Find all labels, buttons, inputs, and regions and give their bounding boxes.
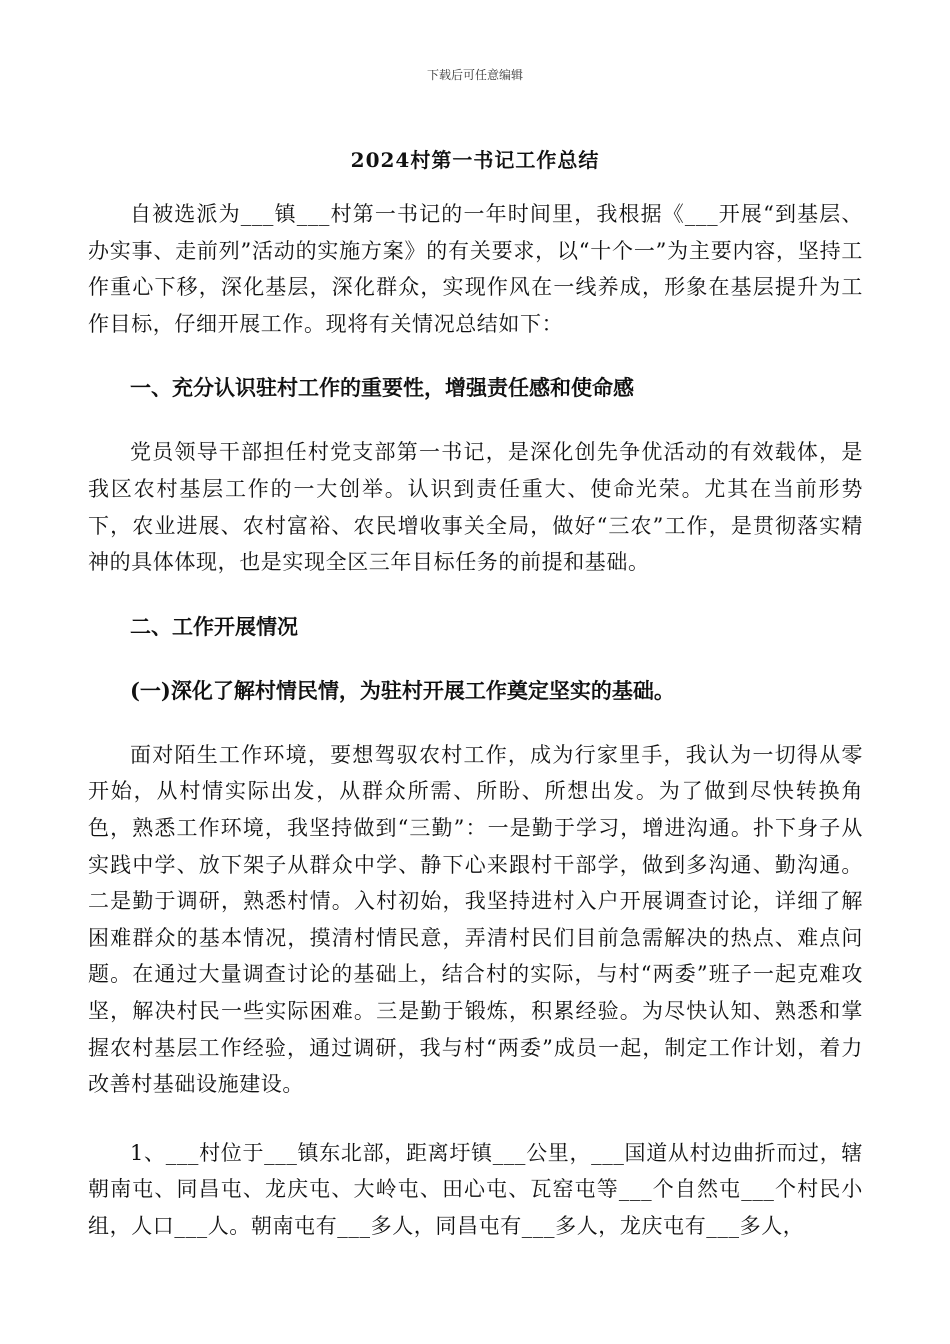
subsection-heading-1: (一)深化了解村情民情，为驻村开展工作奠定坚实的基础。 (130, 677, 675, 703)
intro-paragraph: 自被选派为___镇___村第一书记的一年时间里，我根据《___开展“到基层、办实事、走前列”活动的实施方案》的有关要求，以“十个一”为主要内容，坚持工作重心下移，深化基层，深化群众，实现作风在一线养成，形象在基层提升为工作目标，仔细开展工作。现将有关情况总结如下： (88, 202, 863, 336)
section-heading-2: 二、工作开展情况 (130, 613, 298, 639)
item-paragraph-1: 1、___村位于___镇东北部，距离圩镇___公里，___国道从村边曲折而过，辖朝南屯、同昌屯、龙庆屯、大岭屯、田心屯、瓦窑屯等___个自然屯___个村民小组，人口___人。朝南屯有___多人，同昌屯有___多人，龙庆屯有___多人， (88, 1140, 863, 1238)
section-paragraph-1: 党员领导干部担任村党支部第一书记，是深化创先争优活动的有效载体，是我区农村基层工作的一大创举。认识到责任重大、使命光荣。尤其在当前形势下，农业进展、农村富裕、农民增收事关全局，做好“三农”工作，是贯彻落实精神的具体体现，也是实现全区三年目标任务的前提和基础。 (88, 440, 863, 575)
subsection-paragraph-1: 面对陌生工作环境，要想驾驭农村工作，成为行家里手，我认为一切得从零开始，从村情实际出发，从群众所需、所盼、所想出发。为了做到尽快转换角色，熟悉工作环境，我坚持做到“三勤”：一是勤于学习，增进沟通。扑下身子从实践中学、放下架子从群众中学、静下心来跟村干部学，做到多沟通、勤沟通。二是勤于调研，熟悉村情。入村初始，我坚持进村入户开展调查讨论，详细了解困难群众的基本情况，摸清村情民意，弄清村民们目前急需解决的热点、难点问题。在通过大量调查讨论的基础上，结合村的实际，与村“两委”班子一起克难攻坚，解决村民一些实际困难。三是勤于锻炼，积累经验。为尽快认知、熟悉和掌握农村基层工作经验，通过调研，我与村“两委”成员一起，制定工作计划，着力改善村基础设施建设。 (88, 742, 863, 1097)
document-body (88, 196, 863, 1244)
document-title: 2024村第一书记工作总结 (350, 148, 600, 172)
header-note: 下载后可任意编辑 (426, 68, 523, 82)
section-heading-1: 一、充分认识驻村工作的重要性，增强责任感和使命感 (130, 375, 634, 401)
